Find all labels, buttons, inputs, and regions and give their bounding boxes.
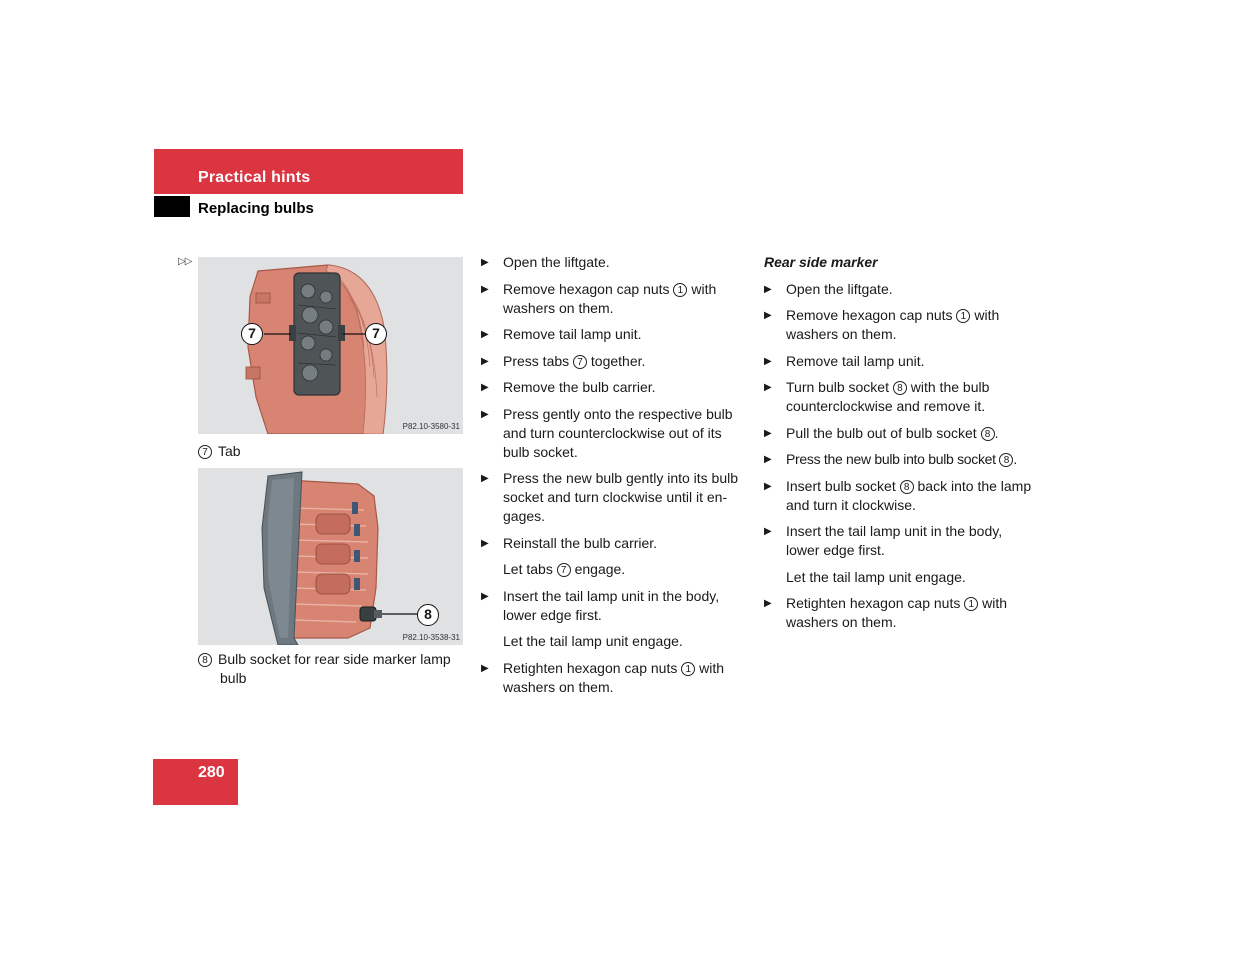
- callout-number: 1: [681, 662, 695, 676]
- callout-number: 8: [198, 653, 212, 667]
- section-title: Practical hints: [198, 169, 311, 186]
- subsection-title: Replacing bulbs: [198, 200, 314, 217]
- callout-number: 8: [900, 480, 914, 494]
- bullet-arrow-icon: ▶: [481, 590, 489, 602]
- callout-number: 8: [981, 427, 995, 441]
- tail-lamp-figure: [198, 257, 463, 434]
- bullet-arrow-icon: ▶: [764, 454, 772, 465]
- step: ▶ Insert the tail lamp unit in the body, lower edge first.: [764, 523, 1003, 558]
- callout-7-left: 7: [241, 323, 263, 345]
- step: ▶ Pull the bulb out of bulb socket 8 .: [764, 424, 999, 441]
- step: ▶ Remove the bulb carrier.: [481, 379, 656, 395]
- callout-number: 1: [673, 283, 687, 297]
- callout-8: 8: [417, 604, 439, 626]
- subsection-marker: [154, 196, 190, 217]
- figure-caption: [198, 442, 463, 461]
- callout-number: 7: [557, 563, 571, 577]
- callout-number: 1: [964, 597, 978, 611]
- step-note: Let the tail lamp unit engage.: [786, 568, 966, 585]
- step: ▶ Press the new bulb gently into its bulb socket and turn clockwise until it en-gages.: [481, 470, 739, 524]
- callout-number: 8: [999, 453, 1013, 467]
- step: ▶ Reinstall the bulb carrier.: [481, 534, 658, 551]
- section-heading: Rear side marker: [764, 254, 878, 270]
- step: ▶ Press gently onto the respective bulb and turn counterclockwise out of its bulb socket.: [481, 405, 733, 460]
- step: ▶ Insert the tail lamp unit in the body, lower edge first.: [481, 587, 720, 623]
- callout-number: 8: [893, 381, 907, 395]
- side-marker-figure: [198, 468, 463, 645]
- page-number: 280: [198, 764, 225, 781]
- bullet-arrow-icon: ▶: [481, 355, 489, 367]
- instructions-column-side-marker: [764, 253, 1039, 640]
- bullet-arrow-icon: ▶: [764, 355, 772, 367]
- figure-caption: [198, 650, 463, 688]
- step: ▶ Press tabs 7 together.: [481, 352, 646, 369]
- bullet-arrow-icon: ▶: [481, 382, 489, 393]
- step: ▶ Remove tail lamp unit.: [764, 352, 925, 369]
- caption-text: Bulb socket for rear side marker lamp bulb: [218, 651, 451, 686]
- step: ▶ Retighten hexagon cap nuts 1 with washers on them.: [481, 659, 725, 695]
- bullet-arrow-icon: ▶: [764, 283, 772, 295]
- step: ▶ Press the new bulb into bulb socket 8 .: [764, 451, 1017, 467]
- step: ▶ Insert bulb socket 8 back into the lamp and turn it clockwise.: [764, 477, 1032, 513]
- page-number-box: [153, 759, 238, 805]
- bullet-arrow-icon: ▶: [481, 283, 489, 295]
- bullet-arrow-icon: ▶: [764, 480, 772, 492]
- step: ▶ Open the liftgate.: [481, 254, 610, 270]
- callout-number: 1: [956, 309, 970, 323]
- callout-number: 7: [573, 355, 587, 369]
- instructions-column-tail-lamp: [481, 253, 751, 704]
- step: ▶ Remove hexagon cap nuts 1 with washers on them.: [481, 280, 717, 316]
- step: ▶ Remove hexagon cap nuts 1 with washers on them.: [764, 307, 1000, 342]
- step: ▶ Open the liftgate.: [764, 280, 893, 297]
- bullet-arrow-icon: ▶: [481, 473, 489, 484]
- callout-7-right: 7: [365, 323, 387, 345]
- bullet-arrow-icon: ▶: [481, 408, 489, 420]
- figure-code: P82.10-3580-31: [402, 422, 460, 431]
- step-note: Let tabs 7 engage.: [503, 561, 626, 577]
- bullet-arrow-icon: ▶: [481, 257, 489, 268]
- bullet-arrow-icon: ▶: [764, 526, 772, 537]
- caption-text: Tab: [218, 443, 241, 459]
- figure-code: P82.10-3538-31: [402, 633, 460, 642]
- step-note: Let the tail lamp unit engage.: [503, 633, 683, 649]
- bullet-arrow-icon: ▶: [764, 598, 772, 609]
- continuation-marker: ▷▷: [178, 256, 192, 267]
- bullet-arrow-icon: ▶: [481, 537, 489, 549]
- bullet-arrow-icon: ▶: [764, 427, 772, 439]
- step: ▶ Remove tail lamp unit.: [481, 326, 642, 342]
- bullet-arrow-icon: ▶: [764, 310, 772, 321]
- step: ▶ Retighten hexagon cap nuts 1 with washers on them.: [764, 595, 1008, 630]
- callout-number: 7: [198, 445, 212, 459]
- step: ▶ Turn bulb socket 8 with the bulb counterclockwise and remove it.: [764, 379, 990, 414]
- bullet-arrow-icon: ▶: [481, 329, 489, 340]
- bullet-arrow-icon: ▶: [764, 382, 772, 393]
- bullet-arrow-icon: ▶: [481, 662, 489, 674]
